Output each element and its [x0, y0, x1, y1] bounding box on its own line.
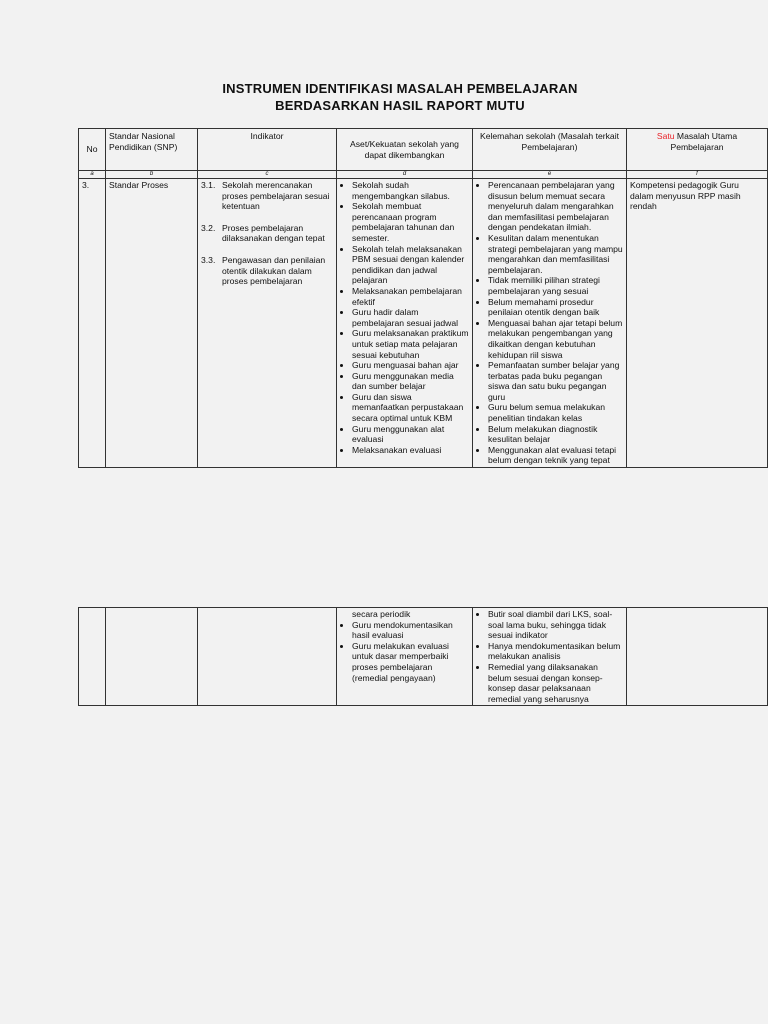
- aset-continued-text: secara periodik: [352, 609, 411, 619]
- row-kelemahan: [473, 179, 627, 468]
- row-indikator: [198, 179, 337, 468]
- header-snp: Standar Nasional Pendidikan (SNP): [106, 129, 198, 171]
- indikator-text: Pengawasan dan penilaian otentik dilakukan dalam proses pembelajaran: [222, 254, 326, 287]
- list-item: • Guru melakukan evaluasi untuk dasar memperbaiki proses pembelajaran (remedial pengayaan): [352, 641, 469, 683]
- list-item: • Sekolah membuat perencanaan program pembelajaran tahunan dan semester.: [352, 201, 469, 243]
- cont-snp: [106, 608, 198, 706]
- list-item: • Perencanaan pembelajaran yang disusun belum memuat secara menyeluruh dalam mengarahkan dan memfasilitasi pembelajaran dengan pendekatan ilmiah.: [488, 180, 623, 233]
- list-item: • Belum melakukan diagnostik kesulitan belajar: [488, 424, 623, 445]
- document-title: [0, 80, 768, 114]
- list-item: • Guru menggunakan alat evaluasi: [352, 424, 469, 445]
- list-item: • Guru dan siswa memanfaatkan perpustakaan secara optimal untuk KBM: [352, 392, 469, 424]
- indikator-item: [201, 255, 333, 287]
- indikator-item: [201, 223, 333, 244]
- row-masalah: Kompetensi pedagogik Guru dalam menyusun RPP masih rendah: [627, 179, 768, 468]
- title-line-2: BERDASARKAN HASIL RAPORT MUTU: [275, 98, 525, 113]
- list-item: • Remedial yang dilaksanakan belum sesuai dengan konsep-konsep dasar pelaksanaan remedial yang seharusnya: [488, 662, 623, 704]
- list-item: • Menggunakan alat evaluasi tetapi belum dengan teknik yang tepat: [488, 445, 623, 466]
- list-item: • Kesulitan dalam menentukan strategi pembelajaran yang mampu mengarahkan dan memfasilitasi pembelajaran.: [488, 233, 623, 275]
- kelemahan-list: [476, 180, 623, 466]
- cont-indikator: [198, 608, 337, 706]
- continuation-table: [78, 607, 768, 706]
- list-item: • Guru menggunakan media dan sumber belajar: [352, 371, 469, 392]
- identification-table: [78, 128, 768, 468]
- row-no: 3.: [79, 179, 106, 468]
- cont-masalah: [627, 608, 768, 706]
- indikator-text: Proses pembelajaran dilaksanakan dengan tepat: [222, 222, 325, 244]
- header-masalah: [627, 129, 768, 171]
- letter-b: b: [106, 171, 198, 179]
- letter-a: a: [79, 171, 106, 179]
- table-row: [79, 608, 768, 706]
- indikator-item: [201, 180, 333, 212]
- header-aset: Aset/Kekuatan sekolah yang dapat dikembangkan: [337, 129, 473, 171]
- list-item: • Sekolah telah melaksanakan PBM sesuai dengan kalender pendidikan dan jadwal pelajaran: [352, 244, 469, 286]
- title-line-1: INSTRUMEN IDENTIFIKASI MASALAH PEMBELAJARAN: [222, 81, 578, 96]
- list-item: • Guru mendokumentasikan hasil evaluasi: [352, 620, 469, 641]
- cont-aset: [337, 608, 473, 706]
- list-item: • Tidak memiliki pilihan strategi pembelajaran yang sesuai: [488, 275, 623, 296]
- list-item: • Guru belum semua melakukan penelitian tindakan kelas: [488, 402, 623, 423]
- header-masalah-highlight: Satu: [656, 131, 675, 141]
- list-item: • Hanya mendokumentasikan belum melakukan analisis: [488, 641, 623, 662]
- letter-e: e: [473, 171, 627, 179]
- list-item: • Guru hadir dalam pembelajaran sesuai jadwal: [352, 307, 469, 328]
- list-item: • Sekolah sudah mengembangkan silabus.: [352, 180, 469, 201]
- cont-no: [79, 608, 106, 706]
- list-item: • Pemanfaatan sumber belajar yang terbatas pada buku pegangan siswa dan satu buku pegangan guru: [488, 360, 623, 402]
- indikator-text: Sekolah merencanakan proses pembelajaran sesuai ketentuan: [222, 180, 330, 212]
- indikator-number: 3.3.: [201, 254, 216, 265]
- column-letter-row: [79, 171, 768, 179]
- indikator-number: 3.2.: [201, 222, 216, 233]
- list-item: • Melaksanakan evaluasi: [352, 445, 469, 456]
- aset-list: [340, 180, 469, 455]
- list-item: • Guru melaksanakan praktikum untuk setiap mata pelajaran sesuai kebutuhan: [352, 328, 469, 360]
- list-item: • Belum memahami prosedur penilaian otentik dengan baik: [488, 297, 623, 318]
- kelemahan-list: [476, 609, 623, 704]
- cont-kelemahan: [473, 608, 627, 706]
- table-header-row: [79, 129, 768, 171]
- table-row: [79, 179, 768, 468]
- indikator-number: 3.1.: [201, 180, 216, 190]
- letter-d: d: [337, 171, 473, 179]
- letter-c: c: [198, 171, 337, 179]
- header-indikator: Indikator: [198, 129, 337, 171]
- letter-f: f: [627, 171, 768, 179]
- list-item: • Guru menguasai bahan ajar: [352, 360, 469, 371]
- list-item: • Menguasai bahan ajar tetapi belum melakukan pengembangan yang dikaitkan dengan kebutuhan kehidupan riil siswa: [488, 318, 623, 360]
- header-masalah-text: Masalah Utama Pembelajaran: [670, 131, 738, 152]
- row-snp: Standar Proses: [106, 179, 198, 468]
- header-kelemahan: Kelemahan sekolah (Masalah terkait Pembelajaran): [473, 129, 627, 171]
- header-no: No: [79, 129, 106, 171]
- row-aset: [337, 179, 473, 468]
- list-item: • Melaksanakan pembelajaran efektif: [352, 286, 469, 307]
- aset-list: [340, 620, 469, 684]
- list-item: • Butir soal diambil dari LKS, soal-soal lama buku, sehingga tidak sesuai indikator: [488, 609, 623, 641]
